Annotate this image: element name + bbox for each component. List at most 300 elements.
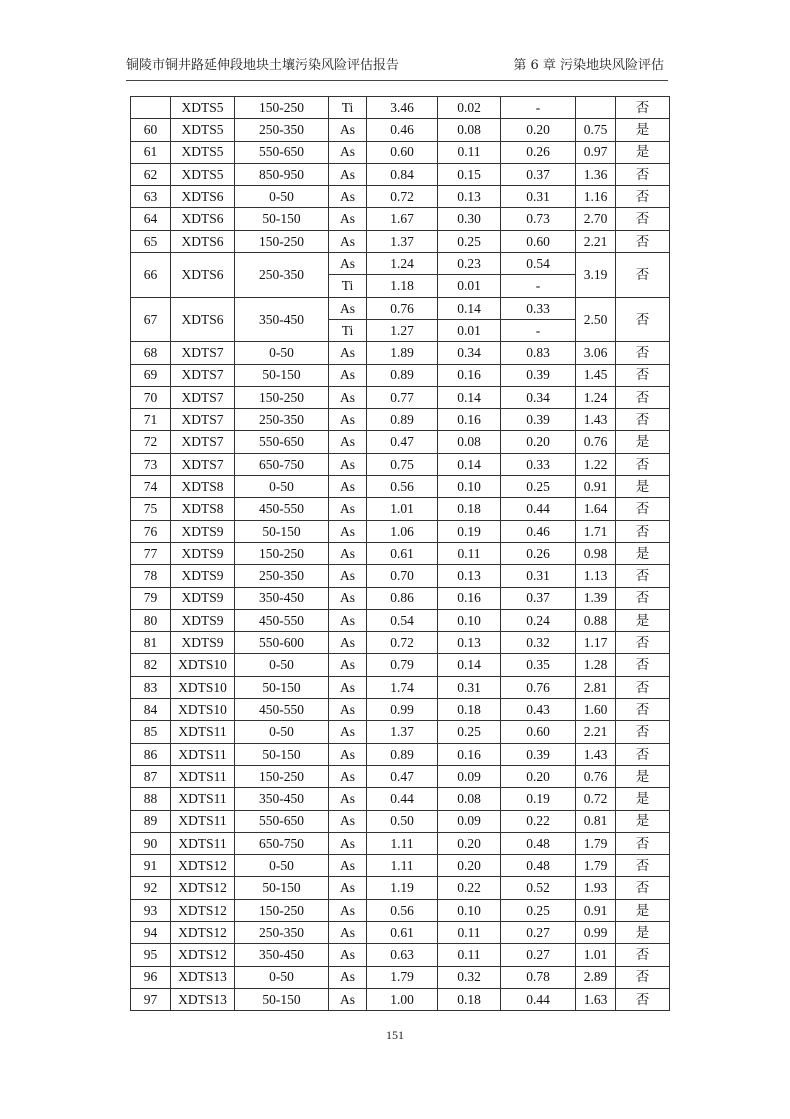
sample-point-cell: XDTS10 [171, 654, 235, 676]
row-number-cell: 85 [131, 721, 171, 743]
exceed-flag-cell: 否 [616, 453, 670, 475]
value-d-cell: 0.10 [438, 476, 501, 498]
sample-point-cell: XDTS7 [171, 386, 235, 408]
depth-cell: 150-250 [235, 765, 329, 787]
sample-point-cell: XDTS11 [171, 765, 235, 787]
pollutant-cell: As [329, 832, 367, 854]
exceed-flag-cell: 否 [616, 342, 670, 364]
value-c-cell: 1.00 [367, 988, 438, 1010]
sample-point-cell: XDTS6 [171, 230, 235, 252]
depth-cell: 650-750 [235, 832, 329, 854]
exceed-flag-cell: 否 [616, 163, 670, 185]
exceed-flag-cell: 是 [616, 141, 670, 163]
table-row [131, 788, 670, 810]
depth-cell: 250-350 [235, 921, 329, 943]
exceed-flag-cell: 否 [616, 97, 670, 119]
value-f-cell: 1.64 [576, 498, 616, 520]
header-divider [126, 80, 668, 81]
pollutant-cell: As [329, 743, 367, 765]
value-e-cell: 0.37 [501, 587, 576, 609]
row-number-cell: 67 [131, 297, 171, 342]
value-c-cell: 0.72 [367, 632, 438, 654]
value-f-cell [576, 97, 616, 119]
value-c-cell: 1.37 [367, 721, 438, 743]
table-row [131, 765, 670, 787]
value-c-cell: 1.67 [367, 208, 438, 230]
depth-cell: 350-450 [235, 944, 329, 966]
exceed-flag-cell: 否 [616, 208, 670, 230]
exceed-flag-cell: 是 [616, 119, 670, 141]
exceed-flag-cell: 否 [616, 364, 670, 386]
pollutant-cell: As [329, 988, 367, 1010]
value-d-cell: 0.15 [438, 163, 501, 185]
table-row [131, 988, 670, 1010]
pollutant-cell: Ti [329, 275, 367, 297]
depth-cell: 450-550 [235, 699, 329, 721]
value-d-cell: 0.18 [438, 699, 501, 721]
value-d-cell: 0.23 [438, 253, 501, 275]
value-d-cell: 0.11 [438, 921, 501, 943]
row-number-cell: 65 [131, 230, 171, 252]
table-row [131, 632, 670, 654]
value-e-cell: 0.31 [501, 186, 576, 208]
value-f-cell: 0.76 [576, 765, 616, 787]
value-e-cell: 0.20 [501, 119, 576, 141]
exceed-flag-cell: 否 [616, 743, 670, 765]
value-c-cell: 1.27 [367, 319, 438, 341]
pollutant-cell: As [329, 877, 367, 899]
value-d-cell: 0.16 [438, 587, 501, 609]
pollutant-cell: As [329, 788, 367, 810]
value-c-cell: 0.47 [367, 431, 438, 453]
value-e-cell: 0.27 [501, 944, 576, 966]
depth-cell: 50-150 [235, 208, 329, 230]
depth-cell: 150-250 [235, 899, 329, 921]
depth-cell: 350-450 [235, 788, 329, 810]
value-f-cell: 1.01 [576, 944, 616, 966]
row-number-cell: 86 [131, 743, 171, 765]
sample-point-cell: XDTS12 [171, 855, 235, 877]
value-c-cell: 1.11 [367, 855, 438, 877]
depth-cell: 0-50 [235, 966, 329, 988]
table-row [131, 899, 670, 921]
value-f-cell: 3.06 [576, 342, 616, 364]
depth-cell: 550-600 [235, 632, 329, 654]
value-d-cell: 0.14 [438, 386, 501, 408]
sample-point-cell: XDTS8 [171, 498, 235, 520]
table-row [131, 431, 670, 453]
exceed-flag-cell: 是 [616, 765, 670, 787]
exceed-flag-cell: 是 [616, 788, 670, 810]
table-row [131, 119, 670, 141]
value-e-cell: 0.60 [501, 721, 576, 743]
pollutant-cell: As [329, 899, 367, 921]
value-c-cell: 0.77 [367, 386, 438, 408]
pollutant-cell: As [329, 186, 367, 208]
row-number-cell: 81 [131, 632, 171, 654]
value-c-cell: 0.75 [367, 453, 438, 475]
depth-cell: 0-50 [235, 721, 329, 743]
value-e-cell: 0.20 [501, 431, 576, 453]
value-c-cell: 0.72 [367, 186, 438, 208]
value-f-cell: 1.79 [576, 855, 616, 877]
table-row [131, 609, 670, 631]
pollutant-cell: As [329, 453, 367, 475]
value-e-cell: 0.34 [501, 386, 576, 408]
pollutant-cell: As [329, 699, 367, 721]
row-number-cell [131, 97, 171, 119]
sample-point-cell: XDTS10 [171, 676, 235, 698]
value-f-cell: 1.45 [576, 364, 616, 386]
value-c-cell: 0.86 [367, 587, 438, 609]
exceed-flag-cell: 否 [616, 386, 670, 408]
value-d-cell: 0.20 [438, 855, 501, 877]
value-c-cell: 1.37 [367, 230, 438, 252]
value-e-cell: 0.26 [501, 542, 576, 564]
row-number-cell: 62 [131, 163, 171, 185]
risk-assessment-table [130, 96, 670, 1011]
row-number-cell: 78 [131, 565, 171, 587]
value-f-cell: 0.81 [576, 810, 616, 832]
exceed-flag-cell: 是 [616, 810, 670, 832]
value-d-cell: 0.11 [438, 944, 501, 966]
value-f-cell: 1.16 [576, 186, 616, 208]
sample-point-cell: XDTS11 [171, 832, 235, 854]
value-d-cell: 0.14 [438, 654, 501, 676]
value-e-cell: 0.83 [501, 342, 576, 364]
value-f-cell: 1.13 [576, 565, 616, 587]
table-row [131, 542, 670, 564]
exceed-flag-cell: 否 [616, 587, 670, 609]
value-c-cell: 0.84 [367, 163, 438, 185]
depth-cell: 50-150 [235, 743, 329, 765]
row-number-cell: 61 [131, 141, 171, 163]
sample-point-cell: XDTS9 [171, 542, 235, 564]
pollutant-cell: As [329, 609, 367, 631]
value-e-cell: 0.60 [501, 230, 576, 252]
value-d-cell: 0.25 [438, 721, 501, 743]
value-e-cell: - [501, 97, 576, 119]
value-e-cell: 0.78 [501, 966, 576, 988]
value-d-cell: 0.10 [438, 899, 501, 921]
row-number-cell: 91 [131, 855, 171, 877]
sample-point-cell: XDTS9 [171, 565, 235, 587]
depth-cell: 0-50 [235, 476, 329, 498]
table-row [131, 654, 670, 676]
row-number-cell: 76 [131, 520, 171, 542]
value-d-cell: 0.02 [438, 97, 501, 119]
table-row [131, 520, 670, 542]
depth-cell: 50-150 [235, 676, 329, 698]
pollutant-cell: As [329, 765, 367, 787]
value-c-cell: 0.89 [367, 409, 438, 431]
value-d-cell: 0.13 [438, 632, 501, 654]
sample-point-cell: XDTS6 [171, 297, 235, 342]
value-d-cell: 0.09 [438, 765, 501, 787]
row-number-cell: 77 [131, 542, 171, 564]
value-f-cell: 0.99 [576, 921, 616, 943]
depth-cell: 50-150 [235, 364, 329, 386]
table-row [131, 877, 670, 899]
value-f-cell: 2.89 [576, 966, 616, 988]
value-f-cell: 1.17 [576, 632, 616, 654]
value-e-cell: 0.44 [501, 498, 576, 520]
row-number-cell: 79 [131, 587, 171, 609]
table-row [131, 453, 670, 475]
sample-point-cell: XDTS11 [171, 721, 235, 743]
value-e-cell: 0.44 [501, 988, 576, 1010]
depth-cell: 550-650 [235, 810, 329, 832]
pollutant-cell: As [329, 364, 367, 386]
value-d-cell: 0.08 [438, 788, 501, 810]
pollutant-cell: As [329, 230, 367, 252]
depth-cell: 650-750 [235, 453, 329, 475]
exceed-flag-cell: 否 [616, 832, 670, 854]
pollutant-cell: As [329, 721, 367, 743]
value-c-cell: 0.50 [367, 810, 438, 832]
chapter-title: 第 6 章 污染地块风险评估 [513, 58, 664, 73]
value-c-cell: 1.01 [367, 498, 438, 520]
value-e-cell: 0.20 [501, 765, 576, 787]
pollutant-cell: As [329, 632, 367, 654]
value-c-cell: 0.56 [367, 476, 438, 498]
value-e-cell: - [501, 275, 576, 297]
value-f-cell: 0.91 [576, 899, 616, 921]
value-e-cell: 0.39 [501, 409, 576, 431]
value-c-cell: 0.56 [367, 899, 438, 921]
sample-point-cell: XDTS7 [171, 342, 235, 364]
value-f-cell: 0.72 [576, 788, 616, 810]
sample-point-cell: XDTS9 [171, 587, 235, 609]
value-c-cell: 0.61 [367, 921, 438, 943]
row-number-cell: 87 [131, 765, 171, 787]
value-f-cell: 2.21 [576, 721, 616, 743]
value-e-cell: 0.39 [501, 743, 576, 765]
row-number-cell: 75 [131, 498, 171, 520]
depth-cell: 50-150 [235, 877, 329, 899]
table-row [131, 676, 670, 698]
value-e-cell: 0.35 [501, 654, 576, 676]
sample-point-cell: XDTS7 [171, 453, 235, 475]
pollutant-cell: As [329, 855, 367, 877]
exceed-flag-cell: 否 [616, 877, 670, 899]
sample-point-cell: XDTS9 [171, 520, 235, 542]
sample-point-cell: XDTS11 [171, 788, 235, 810]
value-f-cell: 0.97 [576, 141, 616, 163]
row-number-cell: 90 [131, 832, 171, 854]
value-c-cell: 1.79 [367, 966, 438, 988]
value-c-cell: 0.60 [367, 141, 438, 163]
value-c-cell: 0.76 [367, 297, 438, 319]
value-d-cell: 0.09 [438, 810, 501, 832]
table-row [131, 832, 670, 854]
exceed-flag-cell: 是 [616, 921, 670, 943]
row-number-cell: 74 [131, 476, 171, 498]
value-d-cell: 0.19 [438, 520, 501, 542]
exceed-flag-cell: 是 [616, 542, 670, 564]
depth-cell: 150-250 [235, 230, 329, 252]
value-d-cell: 0.31 [438, 676, 501, 698]
value-f-cell: 1.39 [576, 587, 616, 609]
value-e-cell: 0.32 [501, 632, 576, 654]
pollutant-cell: As [329, 297, 367, 319]
value-d-cell: 0.18 [438, 988, 501, 1010]
value-f-cell: 1.28 [576, 654, 616, 676]
row-number-cell: 92 [131, 877, 171, 899]
sample-point-cell: XDTS11 [171, 743, 235, 765]
table-row [131, 743, 670, 765]
value-e-cell: 0.33 [501, 453, 576, 475]
row-number-cell: 71 [131, 409, 171, 431]
table-row [131, 342, 670, 364]
value-d-cell: 0.11 [438, 542, 501, 564]
depth-cell: 350-450 [235, 297, 329, 342]
value-e-cell: 0.46 [501, 520, 576, 542]
sample-point-cell: XDTS5 [171, 97, 235, 119]
table-row [131, 230, 670, 252]
value-d-cell: 0.01 [438, 275, 501, 297]
value-c-cell: 1.74 [367, 676, 438, 698]
depth-cell: 0-50 [235, 654, 329, 676]
table-row [131, 386, 670, 408]
value-d-cell: 0.13 [438, 565, 501, 587]
exceed-flag-cell: 否 [616, 409, 670, 431]
value-e-cell: 0.25 [501, 476, 576, 498]
value-d-cell: 0.11 [438, 141, 501, 163]
value-c-cell: 0.63 [367, 944, 438, 966]
table-row [131, 810, 670, 832]
page-number: 151 [386, 1028, 404, 1042]
pollutant-cell: As [329, 476, 367, 498]
depth-cell: 0-50 [235, 855, 329, 877]
table-row [131, 186, 670, 208]
exceed-flag-cell: 否 [616, 186, 670, 208]
sample-point-cell: XDTS12 [171, 944, 235, 966]
value-f-cell: 0.75 [576, 119, 616, 141]
pollutant-cell: As [329, 944, 367, 966]
table-row [131, 141, 670, 163]
sample-point-cell: XDTS13 [171, 988, 235, 1010]
sample-point-cell: XDTS7 [171, 431, 235, 453]
table-row [131, 364, 670, 386]
exceed-flag-cell: 否 [616, 297, 670, 342]
table-row [131, 699, 670, 721]
table-row [131, 297, 670, 319]
value-c-cell: 1.89 [367, 342, 438, 364]
table-row [131, 944, 670, 966]
pollutant-cell: As [329, 342, 367, 364]
sample-point-cell: XDTS13 [171, 966, 235, 988]
value-c-cell: 1.18 [367, 275, 438, 297]
exceed-flag-cell: 是 [616, 609, 670, 631]
sample-point-cell: XDTS9 [171, 632, 235, 654]
row-number-cell: 70 [131, 386, 171, 408]
value-d-cell: 0.16 [438, 743, 501, 765]
value-e-cell: 0.31 [501, 565, 576, 587]
exceed-flag-cell: 否 [616, 699, 670, 721]
table-row [131, 855, 670, 877]
pollutant-cell: As [329, 141, 367, 163]
table-row [131, 163, 670, 185]
exceed-flag-cell: 否 [616, 253, 670, 298]
pollutant-cell: As [329, 587, 367, 609]
row-number-cell: 64 [131, 208, 171, 230]
depth-cell: 150-250 [235, 542, 329, 564]
value-c-cell: 0.99 [367, 699, 438, 721]
pollutant-cell: Ti [329, 319, 367, 341]
value-f-cell: 1.36 [576, 163, 616, 185]
depth-cell: 250-350 [235, 253, 329, 298]
value-d-cell: 0.16 [438, 364, 501, 386]
exceed-flag-cell: 否 [616, 654, 670, 676]
sample-point-cell: XDTS10 [171, 699, 235, 721]
value-d-cell: 0.14 [438, 453, 501, 475]
value-f-cell: 0.98 [576, 542, 616, 564]
value-f-cell: 1.79 [576, 832, 616, 854]
value-d-cell: 0.08 [438, 119, 501, 141]
table-row [131, 409, 670, 431]
depth-cell: 550-650 [235, 431, 329, 453]
value-e-cell: 0.73 [501, 208, 576, 230]
depth-cell: 450-550 [235, 609, 329, 631]
table-row [131, 966, 670, 988]
sample-point-cell: XDTS7 [171, 409, 235, 431]
exceed-flag-cell: 否 [616, 632, 670, 654]
value-f-cell: 2.81 [576, 676, 616, 698]
sample-point-cell: XDTS9 [171, 609, 235, 631]
value-e-cell: 0.22 [501, 810, 576, 832]
depth-cell: 250-350 [235, 409, 329, 431]
value-d-cell: 0.30 [438, 208, 501, 230]
value-f-cell: 1.63 [576, 988, 616, 1010]
value-c-cell: 1.06 [367, 520, 438, 542]
depth-cell: 250-350 [235, 119, 329, 141]
value-e-cell: 0.48 [501, 832, 576, 854]
value-f-cell: 1.71 [576, 520, 616, 542]
table-row [131, 97, 670, 119]
value-e-cell: 0.48 [501, 855, 576, 877]
row-number-cell: 94 [131, 921, 171, 943]
value-e-cell: 0.19 [501, 788, 576, 810]
table-row [131, 253, 670, 275]
sample-point-cell: XDTS7 [171, 364, 235, 386]
value-e-cell: 0.25 [501, 899, 576, 921]
row-number-cell: 89 [131, 810, 171, 832]
exceed-flag-cell: 否 [616, 676, 670, 698]
row-number-cell: 97 [131, 988, 171, 1010]
value-f-cell: 3.19 [576, 253, 616, 298]
row-number-cell: 69 [131, 364, 171, 386]
row-number-cell: 63 [131, 186, 171, 208]
exceed-flag-cell: 否 [616, 721, 670, 743]
value-d-cell: 0.14 [438, 297, 501, 319]
row-number-cell: 68 [131, 342, 171, 364]
value-e-cell: 0.54 [501, 253, 576, 275]
table-row [131, 476, 670, 498]
exceed-flag-cell: 否 [616, 944, 670, 966]
depth-cell: 350-450 [235, 587, 329, 609]
pollutant-cell: As [329, 386, 367, 408]
sample-point-cell: XDTS5 [171, 141, 235, 163]
row-number-cell: 95 [131, 944, 171, 966]
row-number-cell: 80 [131, 609, 171, 631]
row-number-cell: 60 [131, 119, 171, 141]
value-c-cell: 1.24 [367, 253, 438, 275]
value-c-cell: 0.47 [367, 765, 438, 787]
value-e-cell: - [501, 319, 576, 341]
sample-point-cell: XDTS5 [171, 163, 235, 185]
value-d-cell: 0.32 [438, 966, 501, 988]
